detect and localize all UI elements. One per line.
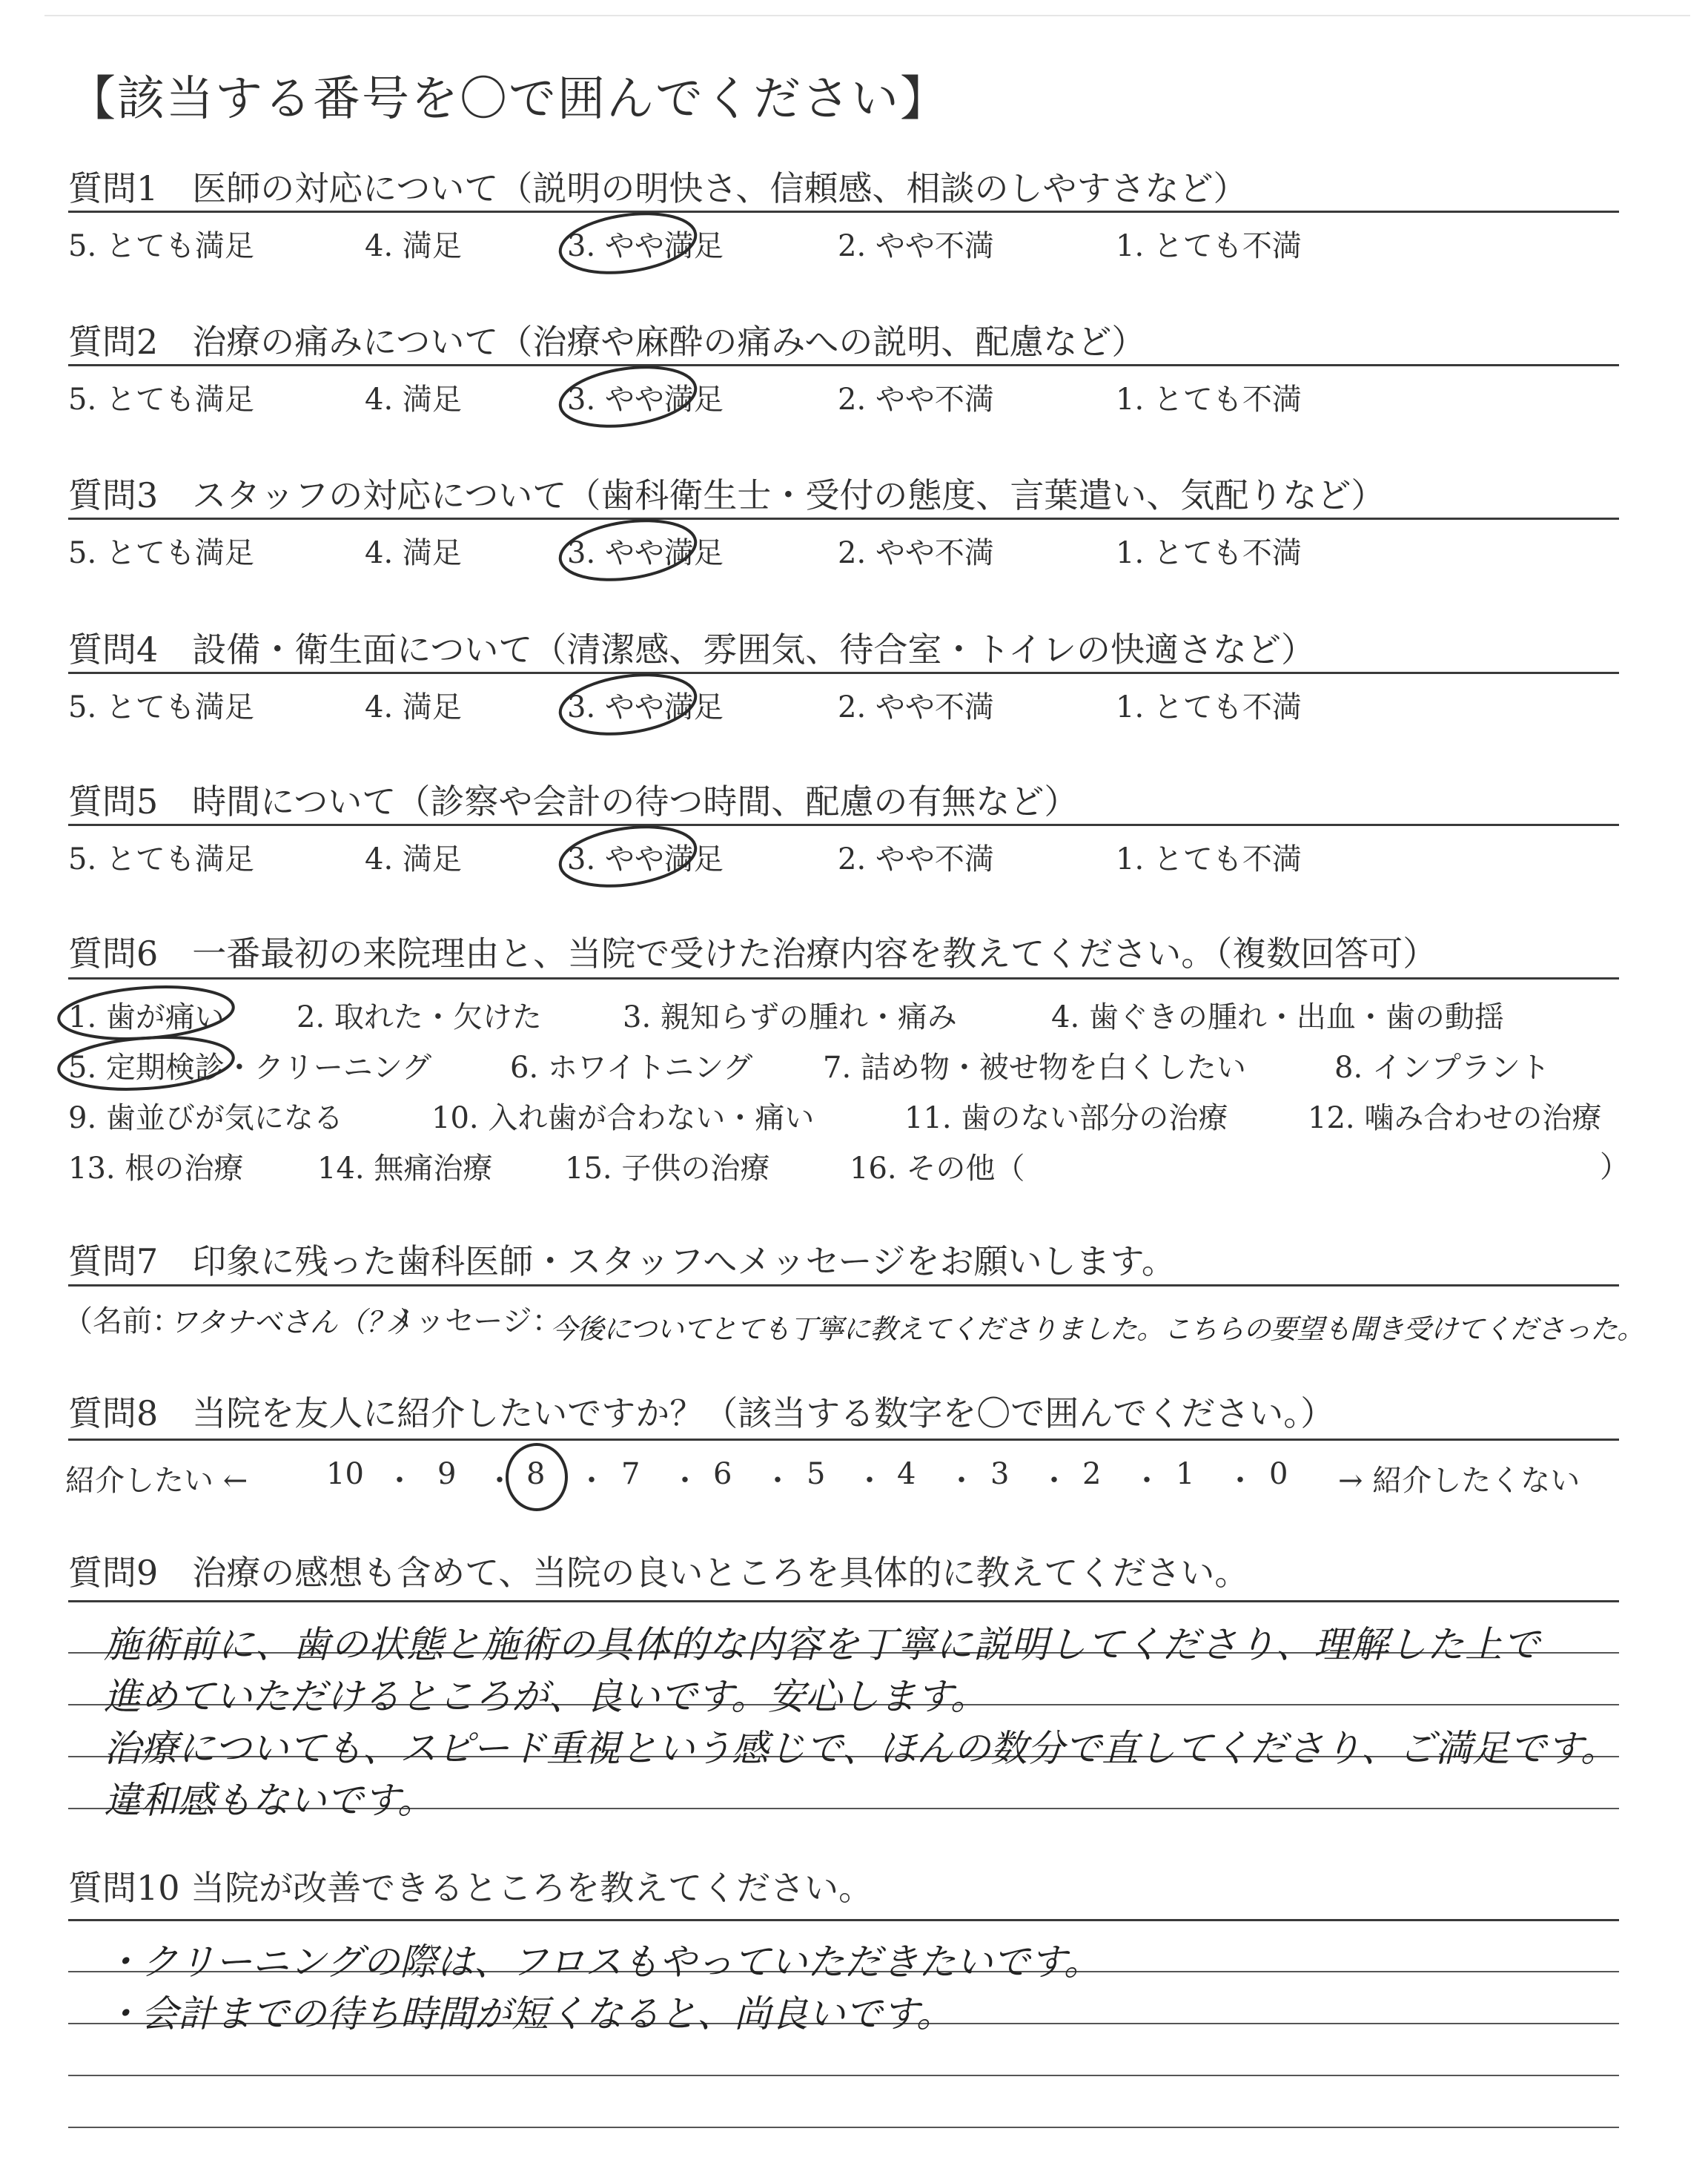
q8-scale-separator: ・	[670, 1464, 700, 1498]
q8-scale-separator: ・	[947, 1464, 976, 1498]
q8-scale-separator: ・	[1132, 1464, 1162, 1498]
q10-title: 質問10 当院が改善できるところを教えてください。	[68, 1868, 873, 1908]
q8-scale-separator: ・	[577, 1464, 606, 1498]
q5-rule	[68, 824, 1619, 826]
q8-scale-separator: ・	[385, 1464, 414, 1498]
q1-option[interactable]: 1. とても不満	[1116, 229, 1302, 263]
q3-title: 質問3 スタッフの対応について（歯科衛生士・受付の態度、言葉遣い、気配りなど）	[68, 475, 1386, 515]
q6-option[interactable]: 2. 取れた・欠けた	[297, 1000, 542, 1034]
q3-option[interactable]: 3. やや満足	[567, 536, 724, 570]
q5-option[interactable]: 4. 満足	[365, 842, 462, 876]
q4-option[interactable]: 2. やや不満	[838, 690, 994, 724]
q6-option[interactable]: 7. 詰め物・被せ物を白くしたい	[823, 1051, 1246, 1085]
q8-scale-number[interactable]: 3	[990, 1457, 1010, 1491]
q6-option[interactable]: 15. 子供の治療	[565, 1152, 770, 1186]
q6-option[interactable]: 4. 歯ぐきの腫れ・出血・歯の動揺	[1051, 1000, 1504, 1034]
q7-message-label: メッセージ：	[385, 1304, 562, 1338]
q6-option[interactable]: 13. 根の治療	[68, 1152, 244, 1186]
q3-option[interactable]: 5. とても満足	[68, 536, 254, 570]
q1-title: 質問1 医師の対応について（説明の明快さ、信頼感、相談のしやすさなど）	[68, 168, 1248, 208]
q10-rule-5	[68, 2127, 1619, 2128]
q10-rule-4	[68, 2075, 1619, 2076]
q4-option[interactable]: 3. やや満足	[567, 690, 724, 724]
q3-option[interactable]: 2. やや不満	[838, 536, 994, 570]
q6-option[interactable]: 8. インプラント	[1334, 1051, 1550, 1085]
q4-option[interactable]: 5. とても満足	[68, 690, 254, 724]
q6-option[interactable]: 5. 定期検診・クリーニング	[68, 1051, 432, 1085]
q2-title: 質問2 治療の痛みについて（治療や麻酔の痛みへの説明、配慮など）	[68, 322, 1146, 362]
q7-name-label: （名前：	[63, 1304, 182, 1338]
q6-close-paren: ）	[1600, 1150, 1629, 1184]
q8-scale-separator: ・	[1039, 1464, 1069, 1498]
q1-option[interactable]: 4. 満足	[365, 229, 462, 263]
q5-option[interactable]: 1. とても不満	[1116, 842, 1302, 876]
q5-title: 質問5 時間について（診察や会計の待つ時間、配慮の有無など）	[68, 782, 1079, 822]
q6-option[interactable]: 10. 入れ歯が合わない・痛い	[431, 1101, 815, 1135]
q9-answer-line: 違和感もないです。	[104, 1779, 434, 1822]
q8-scale-number[interactable]: 2	[1082, 1457, 1102, 1491]
q7-rule	[68, 1284, 1619, 1287]
q9-rule-1	[68, 1600, 1619, 1602]
q10-answer-line: ・会計までの待ち時間が短くなると、尚良いです。	[104, 1992, 953, 2035]
q9-answer-line: 施術前に、歯の状態と施術の具体的な内容を丁寧に説明してくださり、理解した上で	[104, 1623, 1540, 1666]
q8-scale-number[interactable]: 1	[1176, 1457, 1195, 1491]
q8-scale-number[interactable]: 0	[1269, 1457, 1288, 1491]
q6-option[interactable]: 1. 歯が痛い	[68, 1000, 225, 1034]
q1-rule	[68, 211, 1619, 213]
page-title: 【該当する番号を〇で囲んでください】	[68, 72, 949, 127]
q7-name-value: ワタナベさん（？）	[169, 1306, 423, 1338]
q10-answer-line: ・クリーニングの際は、フロスもやっていただきたいです。	[104, 1941, 1101, 1984]
q8-scale-separator: ・	[485, 1464, 514, 1498]
q9-answer-line: 進めていただけるところが、良いです。安心します。	[104, 1675, 987, 1718]
q8-scale-number[interactable]: 4	[897, 1457, 916, 1491]
q1-option[interactable]: 3. やや満足	[567, 229, 724, 263]
q8-left-label: 紹介したい ←	[65, 1464, 248, 1498]
q8-scale-separator: ・	[1225, 1464, 1255, 1498]
q2-option[interactable]: 5. とても満足	[68, 383, 254, 417]
q7-message-value: 今後についてとても丁寧に教えてくださりました。こちらの要望も聞き受けてくださった。	[550, 1313, 1644, 1345]
q4-option[interactable]: 4. 満足	[365, 690, 462, 724]
q3-option[interactable]: 1. とても不満	[1116, 536, 1302, 570]
q8-right-label: → 紹介したくない	[1338, 1464, 1580, 1498]
q5-option[interactable]: 3. やや満足	[567, 842, 724, 876]
top-edge-line	[44, 15, 1690, 16]
q8-scale-number[interactable]: 7	[621, 1457, 640, 1491]
q5-option[interactable]: 2. やや不満	[838, 842, 994, 876]
q1-option[interactable]: 5. とても満足	[68, 229, 254, 263]
q10-rule-1	[68, 1919, 1619, 1921]
q8-rule	[68, 1439, 1619, 1441]
q9-answer-line: 治療についても、スピード重視という感じで、ほんの数分で直してくださり、ご満足です。	[104, 1727, 1618, 1770]
q6-rule	[68, 977, 1619, 980]
q4-title: 質問4 設備・衛生面について（清潔感、雰囲気、待合室・トイレの快適さなど）	[68, 630, 1316, 670]
q8-scale-number[interactable]: 6	[713, 1457, 732, 1491]
q6-option[interactable]: 11. 歯のない部分の治療	[904, 1101, 1228, 1135]
q8-scale-number[interactable]: 10	[326, 1457, 364, 1491]
q6-option[interactable]: 14. 無痛治療	[317, 1152, 493, 1186]
q4-option[interactable]: 1. とても不満	[1116, 690, 1302, 724]
q8-scale-number[interactable]: 9	[437, 1457, 457, 1491]
q2-option[interactable]: 3. やや満足	[567, 383, 724, 417]
q8-scale-number[interactable]: 5	[807, 1457, 826, 1491]
q1-option[interactable]: 2. やや不満	[838, 229, 994, 263]
q8-scale-number[interactable]: 8	[526, 1457, 546, 1491]
q2-option[interactable]: 4. 満足	[365, 383, 462, 417]
q3-option[interactable]: 4. 満足	[365, 536, 462, 570]
q6-title: 質問6 一番最初の来院理由と、当院で受けた治療内容を教えてください。（複数回答可）	[68, 934, 1437, 974]
q7-title: 質問7 印象に残った歯科医師・スタッフへメッセージをお願いします。	[68, 1241, 1176, 1281]
q6-option[interactable]: 16. その他（	[850, 1152, 1025, 1186]
q4-rule	[68, 672, 1619, 674]
q8-title: 質問8 当院を友人に紹介したいですか？（該当する数字を〇で囲んでください。）	[68, 1393, 1335, 1433]
q6-option[interactable]: 3. 親知らずの腫れ・痛み	[623, 1000, 957, 1034]
q8-scale-separator: ・	[855, 1464, 884, 1498]
q5-option[interactable]: 5. とても満足	[68, 842, 254, 876]
q8-scale-separator: ・	[763, 1464, 792, 1498]
q2-option[interactable]: 1. とても不満	[1116, 383, 1302, 417]
q6-option[interactable]: 6. ホワイトニング	[510, 1051, 753, 1085]
q2-option[interactable]: 2. やや不満	[838, 383, 994, 417]
q3-rule	[68, 518, 1619, 520]
q2-rule	[68, 364, 1619, 366]
q6-option[interactable]: 12. 噛み合わせの治療	[1308, 1101, 1602, 1135]
q6-option[interactable]: 9. 歯並びが気になる	[68, 1101, 343, 1135]
q9-title: 質問9 治療の感想も含めて、当院の良いところを具体的に教えてください。	[68, 1553, 1249, 1593]
